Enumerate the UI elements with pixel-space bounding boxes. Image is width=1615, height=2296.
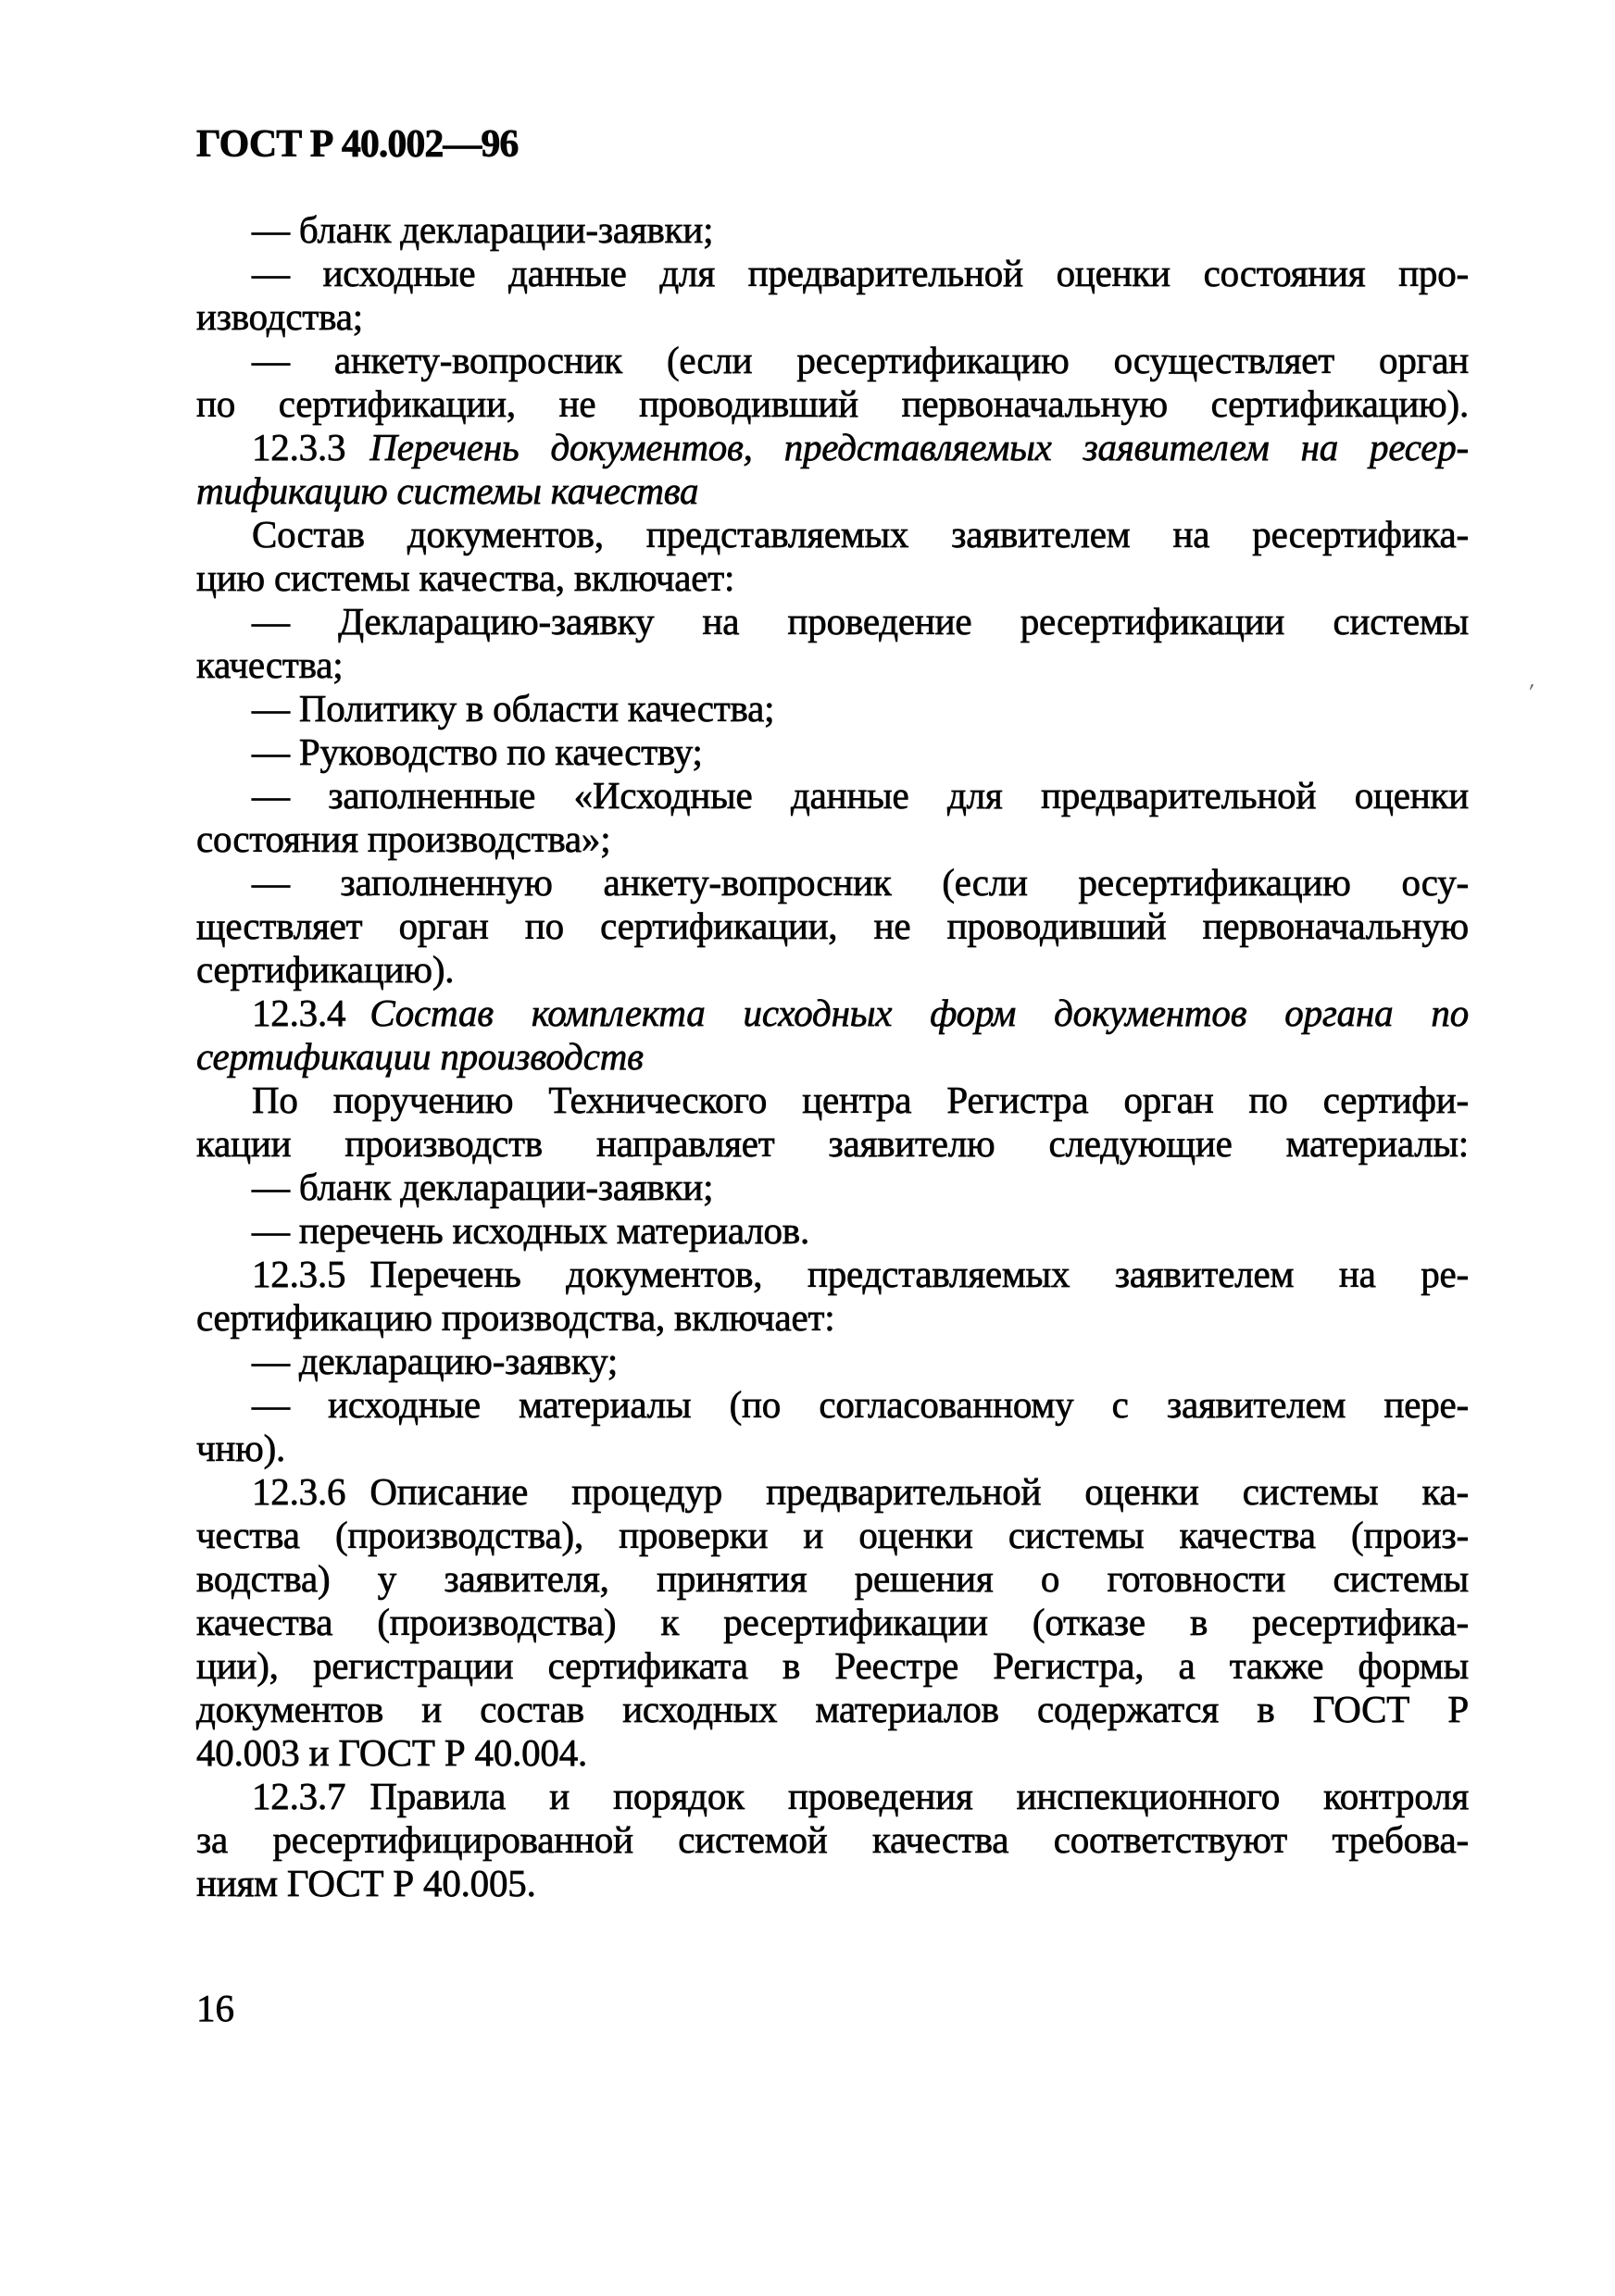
clause-text: Состав комплекта исходных форм документов органа по	[369, 992, 1469, 1034]
text-line: сертификации производств	[196, 1035, 644, 1078]
text-line: качества (производства) к ресертификации (отказе в ресертифика-	[196, 1601, 1469, 1643]
scan-artifact-mark: ʹ	[1525, 678, 1536, 706]
clause-text: Перечень документов, представляемых заявителем на ресер-	[369, 426, 1469, 468]
text-line: ниям ГОСТ Р 40.005.	[196, 1862, 536, 1904]
clause-text: Перечень документов, представляемых заявителем на ре-	[369, 1253, 1469, 1295]
document-body	[196, 208, 1469, 1905]
text-line: — исходные данные для предварительной оценки состояния про-	[252, 252, 1469, 294]
clause-text: Описание процедур предварительной оценки системы ка-	[369, 1470, 1469, 1513]
text-line: — Руководство по качеству;	[252, 730, 703, 773]
clause-number: 12.3.3	[252, 426, 346, 468]
text-line: документов и состав исходных материалов содержатся в ГОСТ Р	[196, 1688, 1469, 1730]
clause-number: 12.3.4	[252, 992, 346, 1034]
text-line	[196, 992, 1469, 1035]
text-line: — бланк декларации-заявки;	[252, 1166, 714, 1208]
text-line	[196, 1253, 1469, 1296]
clause-number: 12.3.6	[252, 1470, 346, 1513]
text-line	[196, 426, 1469, 469]
clause-number: 12.3.7	[252, 1775, 346, 1817]
text-line: состояния производства»;	[196, 817, 611, 860]
text-line: — заполненную анкету-вопросник (если ресертификацию осу-	[252, 861, 1469, 904]
text-line: — бланк декларации-заявки;	[252, 208, 714, 251]
text-line	[196, 1470, 1469, 1514]
page-number: 16	[196, 1987, 234, 2029]
text-line: качества;	[196, 643, 344, 686]
text-line: — заполненные «Исходные данные для предварительной оценки	[252, 774, 1469, 817]
clause-number: 12.3.5	[252, 1253, 346, 1295]
text-line: — Политику в области качества;	[252, 687, 775, 730]
text-line: ществляет орган по сертификации, не проводивший первоначальную	[196, 905, 1469, 947]
text-line: чню).	[196, 1427, 286, 1469]
text-line: чества (производства), проверки и оценки системы качества (произ-	[196, 1514, 1469, 1556]
text-line: По поручению Технического центра Регистра орган по сертифи-	[252, 1079, 1469, 1121]
document-header: ГОСТ Р 40.002—96	[196, 123, 519, 166]
text-line: изводства;	[196, 295, 363, 338]
text-line: Состав документов, представляемых заявителем на ресертифика-	[252, 513, 1469, 555]
text-line: цию системы качества, включает:	[196, 556, 735, 599]
text-line: — перечень исходных материалов.	[252, 1209, 810, 1252]
text-line: — исходные материалы (по согласованному с заявителем пере-	[252, 1383, 1469, 1426]
text-line: — Декларацию-заявку на проведение ресертификации системы	[252, 600, 1469, 643]
text-line: — анкету-вопросник (если ресертификацию осуществляет орган	[252, 339, 1469, 381]
clause-text: Правила и порядок проведения инспекционного контроля	[369, 1775, 1469, 1817]
text-line: 40.003 и ГОСТ Р 40.004.	[196, 1731, 588, 1774]
text-line: тификацию системы качества	[196, 469, 699, 512]
text-line: сертификацию).	[196, 948, 455, 991]
text-line: водства) у заявителя, принятия решения о готовности системы	[196, 1557, 1469, 1600]
text-line	[196, 1775, 1469, 1818]
text-line: по сертификации, не проводивший первоначальную сертификацию).	[196, 382, 1469, 425]
text-line: — декларацию-заявку;	[252, 1340, 619, 1382]
text-line: ции), регистрации сертификата в Реестре Регистра, а также формы	[196, 1644, 1469, 1687]
text-line: за ресертифицированной системой качества соответствуют требова-	[196, 1818, 1469, 1861]
text-line: сертификацию производства, включает:	[196, 1296, 835, 1339]
text-line: кации производств направляет заявителю следующие материалы:	[196, 1122, 1469, 1165]
